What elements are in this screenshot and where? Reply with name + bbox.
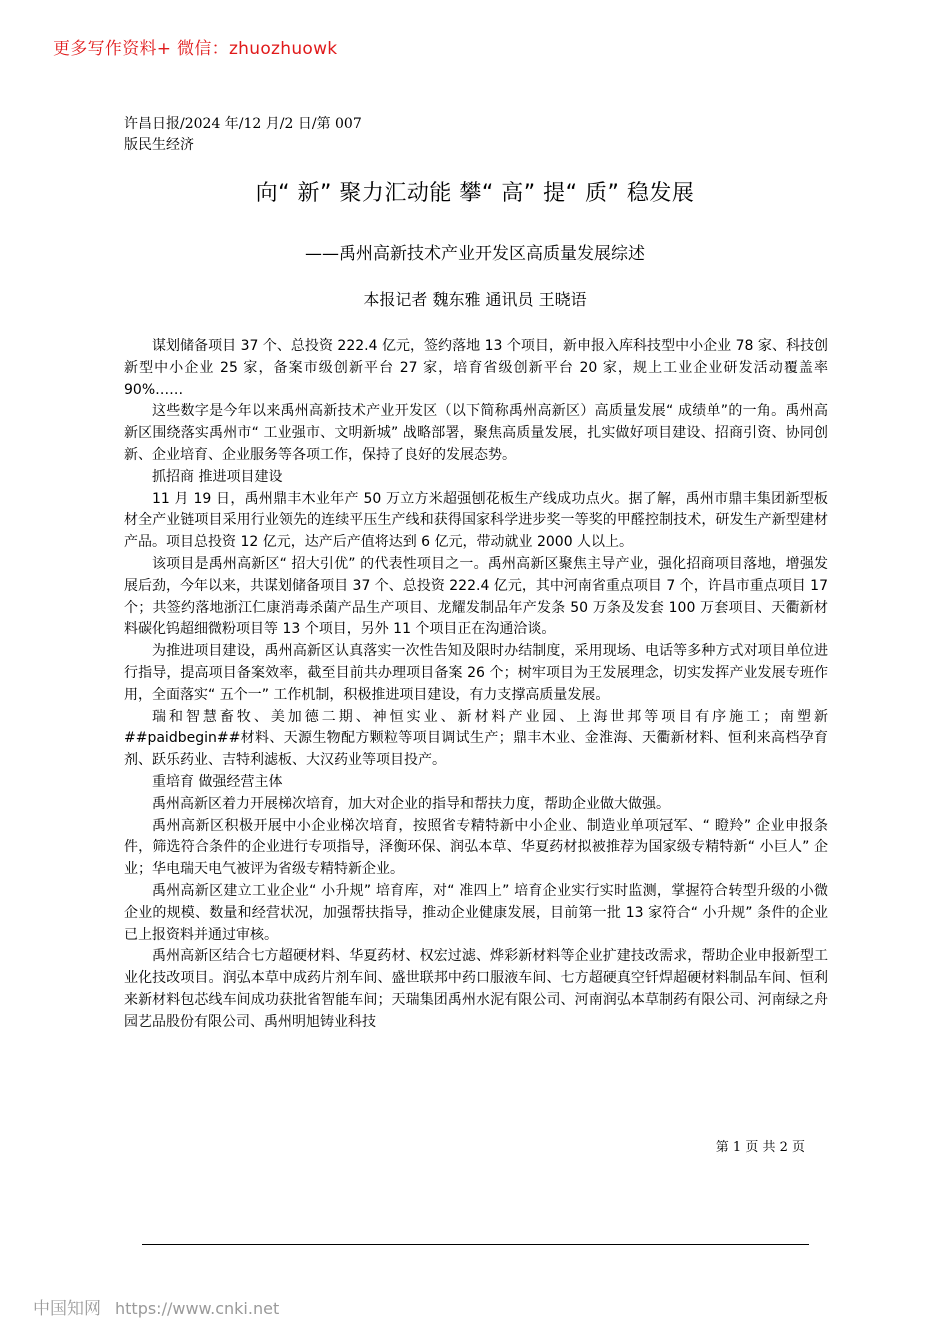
article-body	[124, 336, 828, 1034]
paragraph: 11 月 19 日，禹州鼎丰木业年产 50 万立方米超强刨花板生产线成功点火。据了解，禹州市鼎丰集团新型板材全产业链项目采用行业领先的连续平压生产线和获得国家科学进步奖一等奖的甲醛控制技术，研发生产新型建材产品。项目总投资 12 亿元，达产后产值将达到 6 亿元，带动就业 2000 人以上。	[124, 490, 828, 551]
watermark-brand: 中国知网	[33, 1299, 101, 1319]
promo-banner: 更多写作资料+ 微信：zhuozhuowk	[53, 39, 338, 59]
paragraph: 禹州高新区积极开展中小企业梯次培育，按照省专精特新中小企业、制造业单项冠军、“ 瞪羚” 企业申报条件，筛选符合条件的企业进行专项指导，泽衡环保、润弘本草、华夏药材拟被推荐为国家级专精特新“ 小巨人” 企业；华电瑞天电气被评为省级专精特新企业。	[124, 817, 828, 878]
paragraph: 这些数字是今年以来禹州高新技术产业开发区（以下简称禹州高新区）高质量发展“ 成绩单”的一角。禹州高新区围绕落实禹州市“ 工业强市、文明新城” 战略部署，聚焦高质量发展，扎实做好项目建设、招商引资、协同创新、企业培育、企业服务等各项工作，保持了良好的发展态势。	[124, 403, 828, 463]
paragraph: 瑞和智慧畜牧、美加德二期、神恒实业、新材料产业园、上海世邦等项目有序施工；南塑新##paidbegin##材料、天源生物配方颗粒等项目调试生产；鼎丰木业、金淮海、天衢新材料、恒利来高档孕育剂、跃乐药业、吉特利滤板、大汉药业等项目投产。	[124, 708, 828, 769]
paragraph: 禹州高新区着力开展梯次培育，加大对企业的指导和帮扶力度，帮助企业做大做强。	[152, 795, 670, 812]
footer-divider	[142, 1244, 809, 1245]
paragraph: 为推进项目建设，禹州高新区认真落实一次性告知及限时办结制度，采用现场、电话等多种方式对项目单位进行指导，提高项目备案效率，截至目前共办理项目备案 26 个；树牢项目为王发展理念，切实发挥产业发展专班作用，全面落实“ 五个一” 工作机制，积极推进项目建设，有力支撑高质量发展。	[124, 643, 828, 703]
source-line-1: 许昌日报/2024 年/12 月/2 日/第 007	[124, 116, 362, 132]
article-title: 向“ 新” 聚力汇动能 攀“ 高” 提“ 质” 稳发展	[255, 181, 695, 206]
page-number: 第 1 页 共 2 页	[715, 1140, 805, 1155]
article-subtitle: ——禹州高新技术产业开发区高质量发展综述	[305, 244, 645, 264]
source-info	[124, 114, 362, 156]
paragraph: 禹州高新区结合七方超硬材料、华夏药材、权宏过滤、烨彩新材料等企业扩建技改需求，帮助企业申报新型工业化技改项目。润弘本草中成药片剂车间、盛世联邦中药口服液车间、七方超硬真空钎焊超硬材料制品车间、恒利来新材料包芯线车间成功获批省智能车间；天瑞集团禹州水泥有限公司、河南润弘本草制药有限公司、河南绿之舟园艺品股份有限公司、禹州明旭铸业科技	[124, 948, 828, 1030]
source-line-2: 版民生经济	[124, 137, 194, 153]
section-heading: 抓招商 推进项目建设	[152, 468, 283, 485]
article-byline: 本报记者 魏东雅 通讯员 王晓语	[363, 290, 587, 309]
watermark-url[interactable]: https://www.cnki.net	[115, 1299, 280, 1318]
paragraph: 该项目是禹州高新区“ 招大引优” 的代表性项目之一。禹州高新区聚焦主导产业，强化招商项目落地，增强发展后劲，今年以来，共谋划储备项目 37 个、总投资 222.4 亿元，其中河南省重点项目 7 个，许昌市重点项目 17 个；共签约落地浙江仁康消毒杀菌产品生产项目、龙耀发制品年产发条 50 万条及发套 100 万套项目、天衢新材料碳化钨超细微粉项目等 13 个项目，另外 11 个项目正在沟通洽谈。	[124, 555, 828, 638]
section-heading: 重培育 做强经营主体	[152, 773, 283, 790]
watermark	[33, 1294, 279, 1319]
paragraph: 禹州高新区建立工业企业“ 小升规” 培育库，对“ 准四上” 培育企业实行实时监测，掌握符合转型升级的小微企业的规模、数量和经营状况，加强帮扶指导，推动企业健康发展，目前第一批 13 家符合“ 小升规” 条件的企业已上报资料并通过审核。	[124, 882, 828, 943]
paragraph: 谋划储备项目 37 个、总投资 222.4 亿元，签约落地 13 个项目，新申报入库科技型中小企业 78 家、科技创新型中小企业 25 家，备案市级创新平台 27 家，培育省级创新平台 20 家，规上工业企业研发活动覆盖率 90%……	[124, 338, 828, 398]
